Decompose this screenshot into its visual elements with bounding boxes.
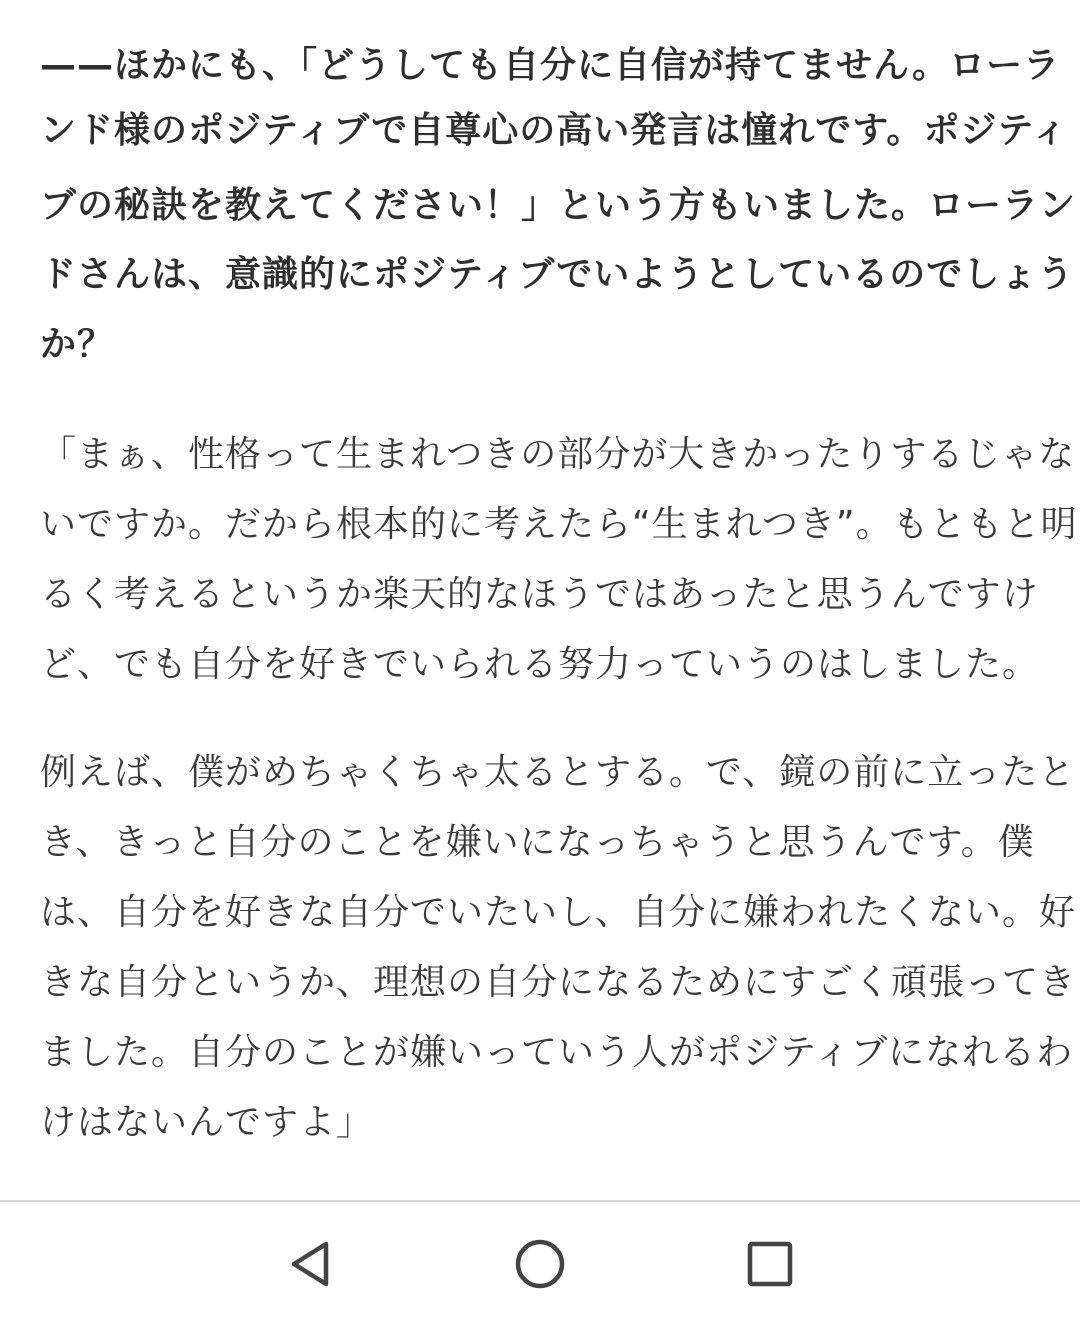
answer-line: 例えば、僕がめちゃくちゃ太るとする。で、鏡の前に立ったと (40, 752, 1076, 793)
answer-line: きな自分というか、理想の自分になるためにすごく頑張ってき (40, 962, 1077, 1003)
question-line: か？ (40, 324, 115, 365)
circle-home-icon (512, 1236, 568, 1292)
answer-line: けはないんですよ」 (40, 1102, 374, 1143)
triangle-back-icon (282, 1236, 338, 1292)
square-recents-icon (742, 1236, 798, 1292)
answer-line: ました。自分のことが嫌いっていう人がポジティブになれるわ (40, 1032, 1074, 1073)
answer-line: は、自分を好きな自分でいたいし、自分に嫌われたくない。好 (40, 892, 1077, 933)
back-button[interactable] (270, 1224, 350, 1304)
home-button[interactable] (500, 1224, 580, 1304)
answer-line: ど、でも自分を好きでいられる努力っていうのはしました。 (40, 644, 1040, 685)
recents-button[interactable] (730, 1224, 810, 1304)
answer-line: るく考えるというか楽天的なほうではあったと思うんですけ (40, 574, 1039, 615)
answer-line: いですか。だから根本的に考えたら“生まれつき”。もともと明 (40, 504, 1078, 545)
question-line: ——ほかにも、「どうしても自分に自信が持てません。ローラ (40, 45, 1061, 86)
question-line: ドさんは、意識的にポジティブでいようとしているのでしょう (40, 254, 1075, 295)
system-navigation-bar (0, 1202, 1080, 1321)
article-body (40, 0, 1078, 1200)
answer-line: 「まぁ、性格って生まれつきの部分が大きかったりするじゃな (40, 434, 1076, 475)
answer-line: き、きっと自分のことを嫌いになっちゃうと思うんです。僕 (40, 822, 1035, 863)
question-line: ブの秘訣を教えてください！」という方もいました。ローラン (40, 185, 1077, 226)
question-line: ンド様のポジティブで自尊心の高い発言は憧れです。ポジティ (40, 110, 1069, 151)
